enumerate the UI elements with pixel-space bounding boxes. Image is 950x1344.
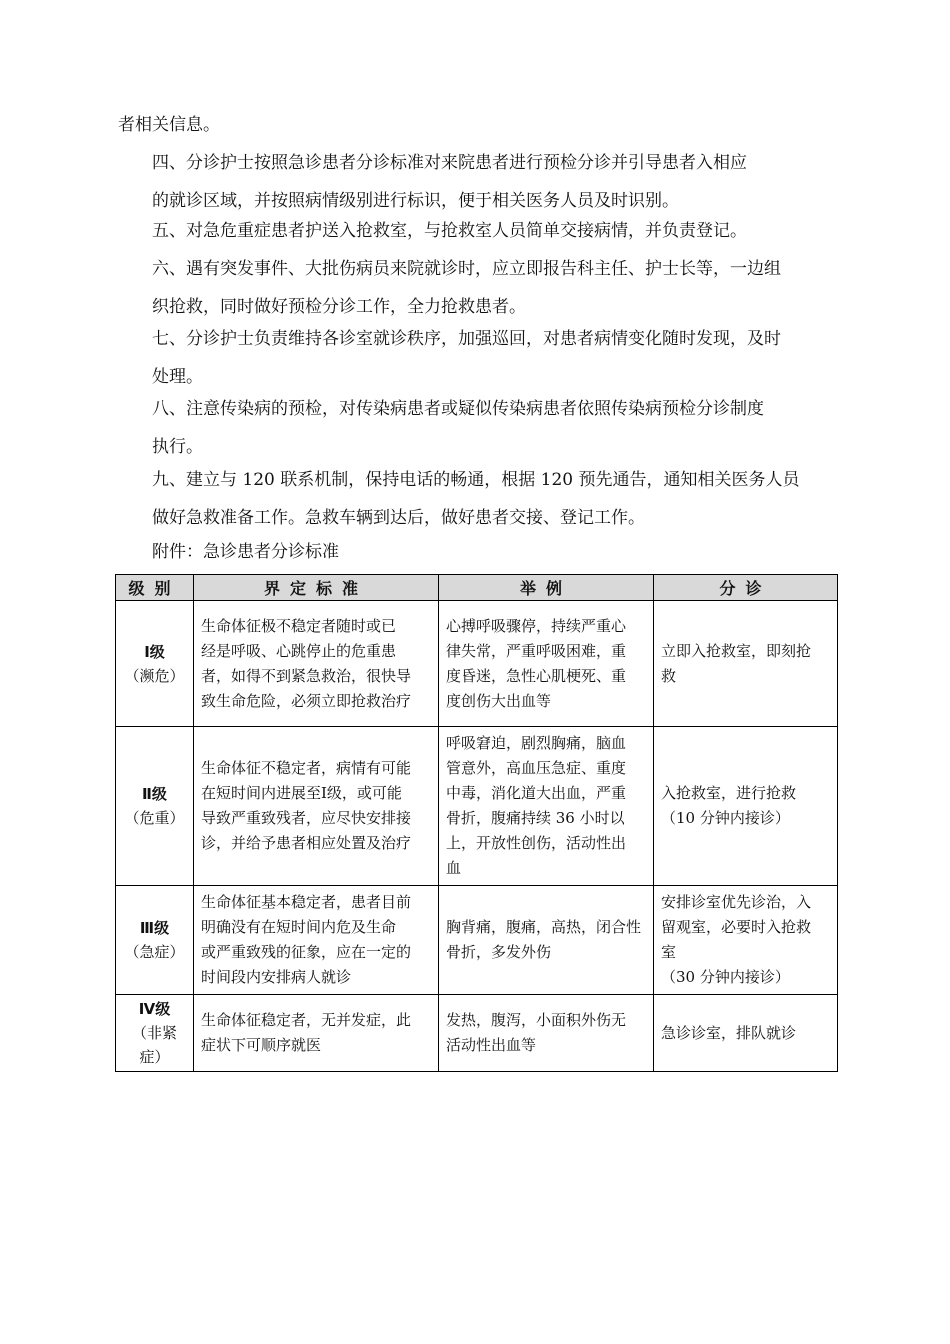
level-cell: Ⅳ级 （非紧 症） [116, 995, 194, 1072]
level-cell: Ⅰ级 （濒危） [116, 601, 194, 727]
header-criteria: 界定标准 [194, 575, 439, 601]
paragraph-item-8: 八、注意传染病的预检，对传染病患者或疑似传染病患者依照传染病预检分诊制度 执行。 [152, 399, 764, 457]
table-row [116, 601, 838, 727]
table-row [116, 727, 838, 886]
paragraph-item-9: 九、建立与 120 联系机制，保持电话的畅通，根据 120 预先通告，通知相关医务人员 做好急救准备工作。急救车辆到达后，做好患者交接、登记工作。 [152, 470, 800, 528]
criteria-cell: 生命体征不稳定者，病情有可能 在短时间内进展至Ⅰ级，或可能 导致严重致残者，应尽快安排接 诊，并给予患者相应处置及治疗 [194, 727, 439, 886]
paragraph-continuation: 者相关信息。 [118, 115, 220, 135]
level-cell: Ⅲ级 （急症） [116, 886, 194, 995]
table-row [116, 886, 838, 995]
examples-cell: 发热，腹泻，小面积外伤无 活动性出血等 [439, 995, 654, 1072]
table-row [116, 995, 838, 1072]
header-examples: 举例 [439, 575, 654, 601]
criteria-cell: 生命体征稳定者，无并发症，此 症状下可顺序就医 [194, 995, 439, 1072]
examples-cell: 心搏呼吸骤停，持续严重心 律失常，严重呼吸困难，重 度昏迷，急性心肌梗死、重 度创伤大出血等 [439, 601, 654, 727]
paragraph-item-6: 六、遇有突发事件、大批伤病员来院就诊时，应立即报告科主任、护士长等，一边组 织抢救，同时做好预检分诊工作，全力抢救患者。 [152, 259, 781, 317]
header-level: 级别 [116, 575, 194, 601]
criteria-cell: 生命体征极不稳定者随时或已 经是呼吸、心跳停止的危重患 者，如得不到紧急救治，很快导 致生命危险，必须立即抢救治疗 [194, 601, 439, 727]
header-triage: 分诊 [654, 575, 838, 601]
criteria-cell: 生命体征基本稳定者，患者目前 明确没有在短时间内危及生命 或严重致残的征象，应在一定的 时间段内安排病人就诊 [194, 886, 439, 995]
paragraph-item-4: 四、分诊护士按照急诊患者分诊标准对来院患者进行预检分诊并引导患者入相应 的就诊区域，并按照病情级别进行标识，便于相关医务人员及时识别。 [152, 153, 747, 211]
examples-cell: 呼吸窘迫，剧烈胸痛，脑血 管意外，高血压急症、重度 中毒，消化道大出血，严重 骨折，腹痛持续 36 小时以 上，开放性创伤，活动性出 血 [439, 727, 654, 886]
triage-cell: 立即入抢救室，即刻抢 救 [654, 601, 838, 727]
triage-cell: 入抢救室，进行抢救 （10 分钟内接诊） [654, 727, 838, 886]
appendix-title: 附件：急诊患者分诊标准 [152, 542, 339, 562]
paragraph-item-5: 五、对急危重症患者护送入抢救室，与抢救室人员简单交接病情，并负责登记。 [152, 221, 747, 241]
triage-standard-table [115, 574, 838, 1072]
table-header-row [116, 575, 838, 601]
paragraph-item-7: 七、分诊护士负责维持各诊室就诊秩序，加强巡回，对患者病情变化随时发现，及时 处理。 [152, 329, 781, 387]
examples-cell: 胸背痛，腹痛，高热，闭合性 骨折，多发外伤 [439, 886, 654, 995]
triage-cell: 安排诊室优先诊治，入 留观室，必要时入抢救 室 （30 分钟内接诊） [654, 886, 838, 995]
level-cell: Ⅱ级 （危重） [116, 727, 194, 886]
triage-cell: 急诊诊室，排队就诊 [654, 995, 838, 1072]
